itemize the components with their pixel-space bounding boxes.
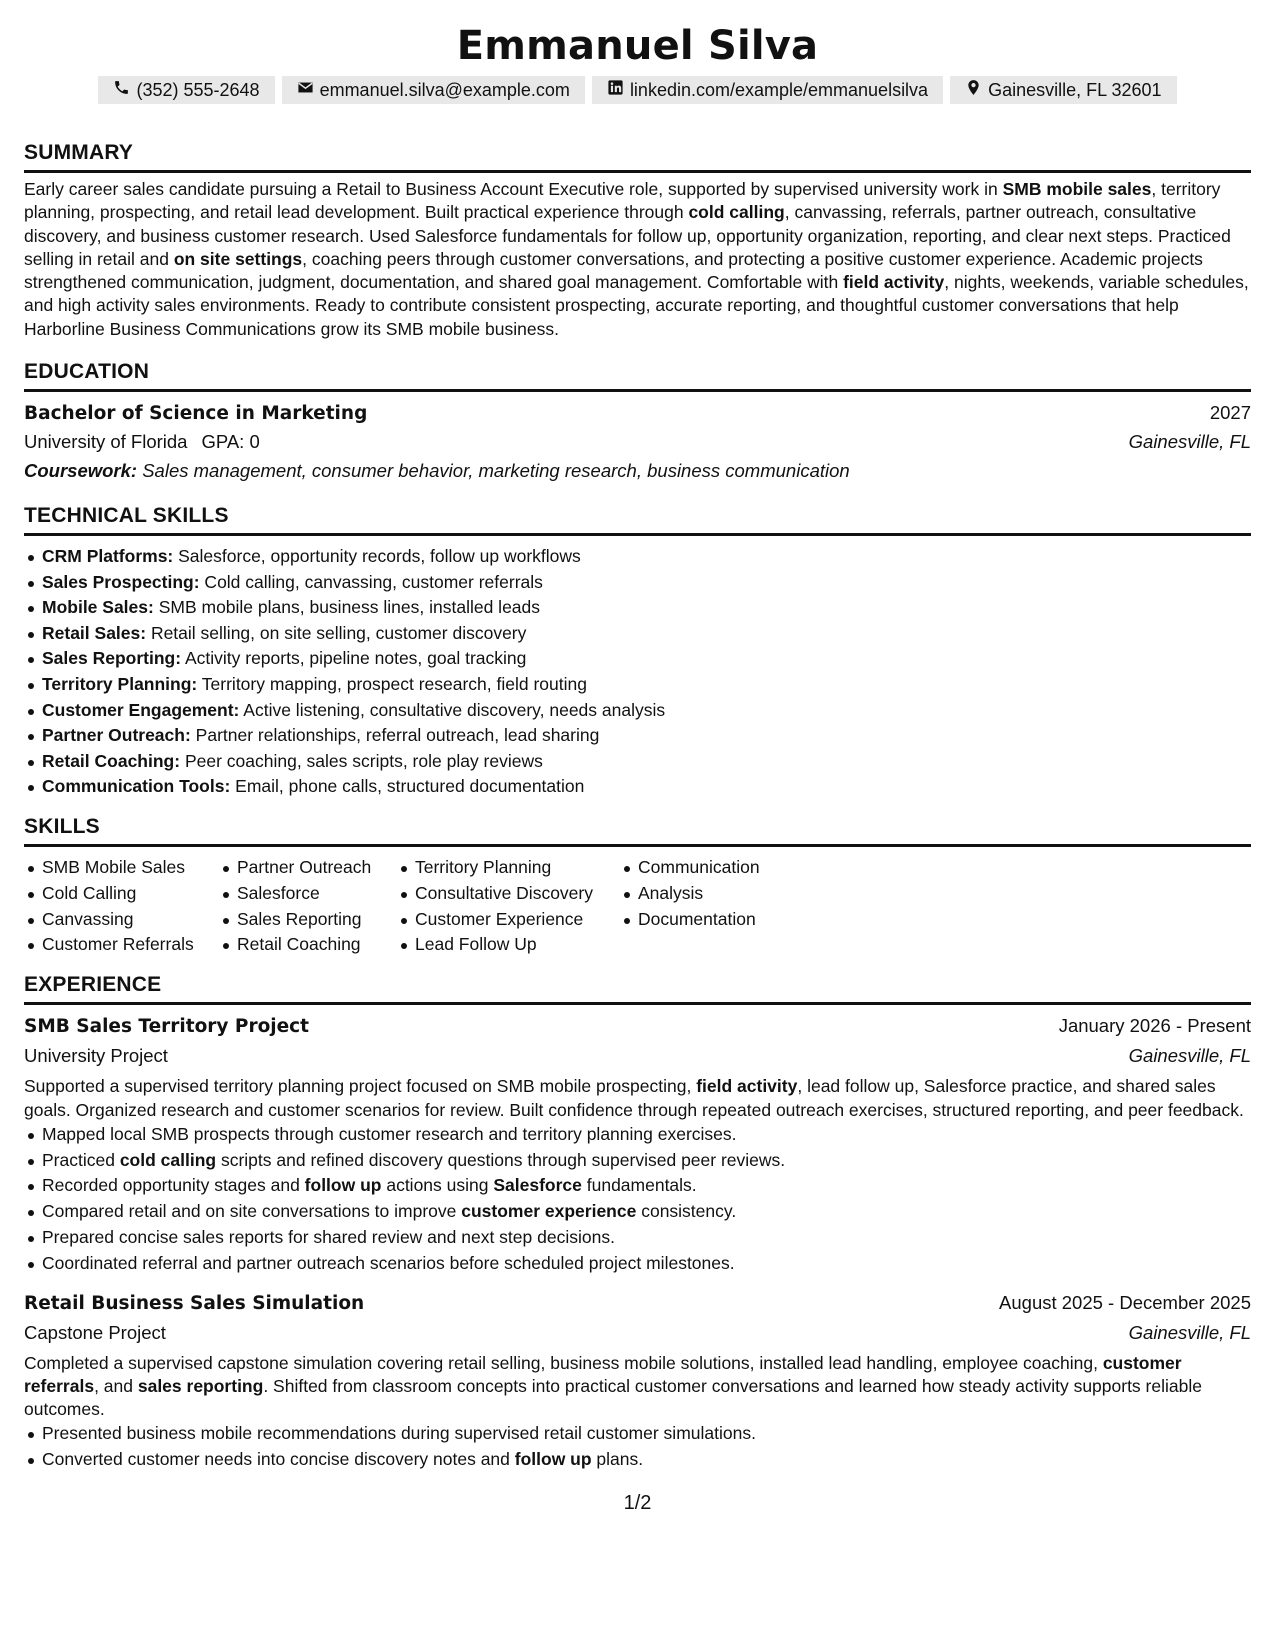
job-title: Retail Business Sales Simulation <box>24 1292 365 1314</box>
skill-category-values: Retail selling, on site selling, customer discovery <box>146 622 527 643</box>
linkedin-text: linkedin.com/example/emmanuelsilva <box>629 80 929 100</box>
experience-heading: EXPERIENCE <box>24 972 1251 1005</box>
degree-title: Bachelor of Science in Marketing <box>24 403 368 425</box>
envelope-icon <box>297 79 314 101</box>
skill-category-label: Sales Reporting: <box>42 648 182 669</box>
technical-skill-item <box>24 646 1251 672</box>
text-segment: , and <box>94 1375 138 1396</box>
job-bullet <box>24 1421 1251 1447</box>
technical-skills-heading: TECHNICAL SKILLS <box>24 503 1251 536</box>
gpa: GPA: 0 <box>201 431 260 453</box>
job-organization: University Project <box>24 1045 168 1067</box>
bold-keyword: field activity <box>696 1076 798 1097</box>
skill-item: Canvassing <box>24 907 219 933</box>
text-segment: . Shifted from classroom concepts into practical customer conversations and learned how steady activity supports reliable outcomes. <box>24 1375 1202 1420</box>
text-segment: , coaching peers through customer conversations, and protecting a positive customer experience. Academic projects strengthened communication, judgment, documentation, and shared goal management. Comfortable with <box>24 248 1203 293</box>
skill-item: Consultative Discovery <box>397 881 620 907</box>
skill-category-label: Retail Coaching: <box>42 750 181 771</box>
skill-category-label: Communication Tools: <box>42 776 231 797</box>
job-bullets <box>24 1122 1251 1277</box>
text-segment: Practiced <box>42 1149 120 1170</box>
skills-section <box>24 814 1251 958</box>
skills-heading: SKILLS <box>24 814 1251 847</box>
bold-keyword: follow up <box>514 1449 592 1470</box>
technical-skills-list <box>24 544 1251 800</box>
bold-keyword: customer experience <box>461 1201 637 1222</box>
skill-category-label: Mobile Sales: <box>42 597 154 618</box>
skills-grid <box>24 855 1251 958</box>
skill-category-values: Email, phone calls, structured documentation <box>230 776 585 797</box>
skill-item: Sales Reporting <box>219 907 397 933</box>
candidate-name: Emmanuel Silva <box>456 23 819 69</box>
text-segment: , lead follow up, Salesforce practice, and shared sales goals. Organized research and customer scenarios for review. Built confidence through repeated outreach exercises, structured reporting, and peer feedback. <box>24 1076 1244 1120</box>
text-segment: , territory planning, prospecting, and retail lead development. Built practical experience through <box>24 179 1221 223</box>
skill-category-values: Territory mapping, prospect research, field routing <box>197 674 587 695</box>
job-location: Gainesville, FL <box>1128 1045 1251 1067</box>
job-description <box>24 1075 1251 1122</box>
location-text: Gainesville, FL 32601 <box>988 80 1162 100</box>
school-line <box>24 430 260 454</box>
skill-item: Territory Planning <box>397 855 620 881</box>
summary-heading: SUMMARY <box>24 140 1251 173</box>
job-bullets <box>24 1421 1251 1473</box>
text-segment: plans. <box>591 1449 644 1470</box>
linkedin-icon <box>607 79 624 101</box>
technical-skill-item <box>24 570 1251 596</box>
text-segment: Coordinated referral and partner outreach scenarios before scheduled project milestones. <box>42 1252 735 1273</box>
graduation-year: 2027 <box>1209 402 1251 424</box>
skill-item: SMB Mobile Sales <box>24 855 219 881</box>
technical-skill-item <box>24 672 1251 698</box>
contact-phone <box>98 76 274 104</box>
skills-column <box>219 855 397 958</box>
coursework <box>24 459 1251 483</box>
bold-keyword: customer referrals <box>24 1352 1182 1396</box>
education-heading: EDUCATION <box>24 359 1251 392</box>
technical-skill-item <box>24 723 1251 749</box>
school-name: University of Florida <box>24 431 188 453</box>
bold-keyword: sales reporting <box>137 1375 264 1396</box>
skill-item: Customer Experience <box>397 907 620 933</box>
coursework-label: Coursework: <box>24 460 138 482</box>
text-segment: Supported a supervised territory planning project focused on SMB mobile prospecting, <box>24 1076 697 1097</box>
job-organization: Capstone Project <box>24 1321 166 1343</box>
skill-item: Retail Coaching <box>219 932 397 958</box>
experience-entry <box>24 1289 1251 1473</box>
skill-category-label: Territory Planning: <box>42 674 198 695</box>
experience-section <box>24 972 1251 1473</box>
skill-item: Partner Outreach <box>219 855 397 881</box>
technical-skills-section <box>24 503 1251 800</box>
skill-category-label: Retail Sales: <box>42 622 147 643</box>
skill-category-label: Customer Engagement: <box>42 699 240 720</box>
summary-text <box>24 178 1251 341</box>
job-bullet <box>24 1199 1251 1225</box>
technical-skill-item <box>24 774 1251 800</box>
contact-email[interactable] <box>282 76 585 104</box>
bold-keyword: SMB mobile sales <box>1002 179 1152 199</box>
technical-skill-item <box>24 698 1251 724</box>
bold-keyword: cold calling <box>688 202 785 223</box>
text-segment: , canvassing, referrals, partner outreach, consultative discovery, and business customer research. Used Salesforce fundamentals for follow up, opportunity organization, reporting, and clear next steps. Practiced selling in retail and <box>24 202 1231 269</box>
bold-keyword: cold calling <box>119 1149 217 1170</box>
text-segment: fundamentals. <box>581 1175 697 1196</box>
contact-location <box>950 76 1176 104</box>
education-row-school <box>24 430 1251 454</box>
text-segment: Mapped local SMB prospects through customer research and territory planning exercises. <box>42 1123 737 1144</box>
job-title: SMB Sales Territory Project <box>24 1016 309 1038</box>
text-segment: Presented business mobile recommendations during supervised retail customer simulations. <box>42 1423 756 1444</box>
skill-category-label: CRM Platforms: <box>42 546 174 567</box>
education-section <box>24 359 1251 483</box>
map-pin-icon <box>965 79 982 101</box>
bold-keyword: field activity <box>843 272 945 293</box>
skill-category-values: Active listening, consultative discovery, needs analysis <box>239 699 666 720</box>
text-segment: consistency. <box>636 1201 737 1222</box>
technical-skill-item <box>24 749 1251 775</box>
job-header-row <box>24 1012 1251 1041</box>
job-bullet <box>24 1122 1251 1148</box>
page-number: 1/2 <box>623 1492 652 1514</box>
skill-category-values: Partner relationships, referral outreach, lead sharing <box>190 725 600 746</box>
skill-category-values: SMB mobile plans, business lines, installed leads <box>153 597 541 618</box>
technical-skill-item <box>24 595 1251 621</box>
email-text: emmanuel.silva@example.com <box>319 80 570 100</box>
text-segment: Compared retail and on site conversations to improve <box>42 1201 462 1222</box>
bold-keyword: on site settings <box>173 248 303 269</box>
technical-skill-item <box>24 621 1251 647</box>
technical-skill-item <box>24 544 1251 570</box>
job-bullet <box>24 1148 1251 1174</box>
skill-category-values: Peer coaching, sales scripts, role play reviews <box>180 750 543 771</box>
job-dates: January 2026 - Present <box>1058 1015 1251 1037</box>
text-segment: Early career sales candidate pursuing a Retail to Business Account Executive role, supported by supervised university work in <box>24 179 1003 199</box>
job-description <box>24 1352 1251 1422</box>
skill-category-label: Partner Outreach: <box>42 725 191 746</box>
text-segment: Prepared concise sales reports for shared review and next step decisions. <box>42 1226 615 1247</box>
job-bullet <box>24 1251 1251 1277</box>
school-location: Gainesville, FL <box>1128 431 1251 453</box>
skill-category-values: Cold calling, canvassing, customer referrals <box>199 571 543 592</box>
text-segment: Completed a supervised capstone simulation covering retail selling, business mobile solutions, installed lead handling, employee coaching, <box>24 1352 1103 1373</box>
skill-item: Customer Referrals <box>24 932 219 958</box>
skill-category-values: Salesforce, opportunity records, follow up workflows <box>173 546 581 567</box>
education-row-degree <box>24 401 1251 426</box>
text-segment: scripts and refined discovery questions through supervised peer reviews. <box>216 1149 786 1170</box>
skills-column <box>24 855 219 958</box>
skill-item: Analysis <box>620 881 760 907</box>
coursework-list: Sales management, consumer behavior, marketing research, business communication <box>137 460 850 482</box>
job-dates: August 2025 - December 2025 <box>999 1291 1251 1313</box>
text-segment: Recorded opportunity stages and <box>42 1175 305 1196</box>
text-segment: Converted customer needs into concise discovery notes and <box>42 1449 515 1470</box>
job-header-row <box>24 1289 1251 1318</box>
bold-keyword: follow up <box>304 1175 382 1196</box>
contact-linkedin[interactable] <box>592 76 943 104</box>
skill-item: Documentation <box>620 907 760 933</box>
job-bullet <box>24 1173 1251 1199</box>
job-location: Gainesville, FL <box>1128 1321 1251 1343</box>
phone-icon <box>113 79 130 101</box>
job-bullet <box>24 1447 1251 1473</box>
skill-item: Lead Follow Up <box>397 932 620 958</box>
skill-item: Salesforce <box>219 881 397 907</box>
skill-category-values: Activity reports, pipeline notes, goal tracking <box>181 648 527 669</box>
contact-bar <box>24 76 1251 104</box>
skills-column <box>620 855 760 958</box>
job-sub-row <box>24 1320 1251 1346</box>
job-sub-row <box>24 1043 1251 1069</box>
text-segment: , nights, weekends, variable schedules, and high activity sales environments. Ready to contribute consistent prospecting, accurate reporting, and thoughtful customer conversations that help Harborline Business Communications grow its SMB mobile business. <box>24 272 1249 339</box>
skill-item: Cold Calling <box>24 881 219 907</box>
text-segment: actions using <box>381 1175 494 1196</box>
skills-column <box>397 855 620 958</box>
job-bullet <box>24 1225 1251 1251</box>
summary-section <box>24 140 1251 341</box>
phone-text: (352) 555-2648 <box>136 80 260 100</box>
skill-category-label: Sales Prospecting: <box>42 571 200 592</box>
bold-keyword: Salesforce <box>493 1175 582 1196</box>
experience-entry <box>24 1012 1251 1276</box>
skill-item: Communication <box>620 855 760 881</box>
